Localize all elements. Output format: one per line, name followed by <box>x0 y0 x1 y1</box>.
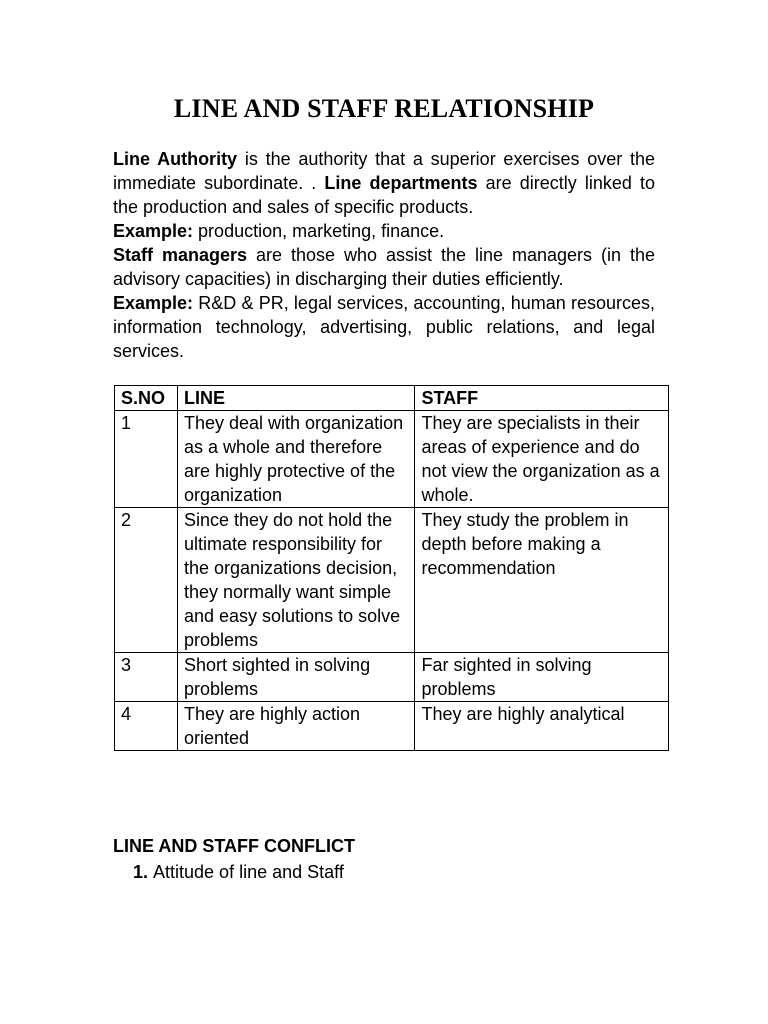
cell-staff: They are specialists in their areas of experience and do not view the organization as a whole. <box>415 411 669 508</box>
list-item-text: Attitude of line and Staff <box>153 862 344 882</box>
line-example-paragraph <box>113 219 655 243</box>
line-departments-definition: are directly linked to the production and sales of specific products. <box>113 173 656 217</box>
cell-staff: Far sighted in solving problems <box>415 653 669 702</box>
term-line-authority: Line Authority <box>113 149 238 169</box>
page-title: LINE AND STAFF RELATIONSHIP <box>173 94 595 123</box>
list-item-number: 1. <box>133 862 149 882</box>
staff-managers-definition: are those who assist the line managers (in the advisory capacities) in discharging their duties efficiently. <box>113 245 656 289</box>
cell-sno: 1 <box>115 411 178 508</box>
example-label: Example: <box>113 293 194 313</box>
staff-example-text: R&D & PR, legal services, accounting, human resources, information technology, advertising, public relations, and legal services. <box>113 293 655 361</box>
table-header-row <box>115 386 669 411</box>
list-item <box>133 860 344 884</box>
conflict-list <box>133 860 344 884</box>
table-row <box>115 508 669 653</box>
table-row <box>115 411 669 508</box>
staff-managers-paragraph <box>113 243 655 291</box>
cell-line: Since they do not hold the ultimate responsibility for the organizations decision, they normally want simple and easy solutions to solve problems <box>177 508 414 653</box>
header-staff: STAFF <box>415 386 669 411</box>
example-label: Example: <box>113 221 194 241</box>
staff-example-paragraph <box>113 291 655 363</box>
table-row <box>115 702 669 751</box>
intro-text <box>113 147 655 363</box>
cell-staff: They are highly analytical <box>415 702 669 751</box>
cell-line: They are highly action oriented <box>177 702 414 751</box>
line-authority-definition: is the authority that a superior exercises over the immediate subordinate. . <box>113 149 655 193</box>
cell-sno: 3 <box>115 653 178 702</box>
table-row <box>115 653 669 702</box>
conflict-heading: LINE AND STAFF CONFLICT <box>113 836 355 856</box>
cell-staff: They study the problem in depth before making a recommendation <box>415 508 669 653</box>
cell-sno: 4 <box>115 702 178 751</box>
cell-line: They deal with organization as a whole and therefore are highly protective of the organization <box>177 411 414 508</box>
line-example-text: production, marketing, finance. <box>193 221 445 241</box>
header-sno: S.NO <box>115 386 178 411</box>
line-authority-paragraph <box>113 147 655 219</box>
line-staff-table <box>114 385 669 751</box>
term-staff-managers: Staff managers <box>113 245 248 265</box>
cell-sno: 2 <box>115 508 178 653</box>
cell-line: Short sighted in solving problems <box>177 653 414 702</box>
term-line-departments: Line departments <box>324 173 478 193</box>
header-line: LINE <box>177 386 414 411</box>
